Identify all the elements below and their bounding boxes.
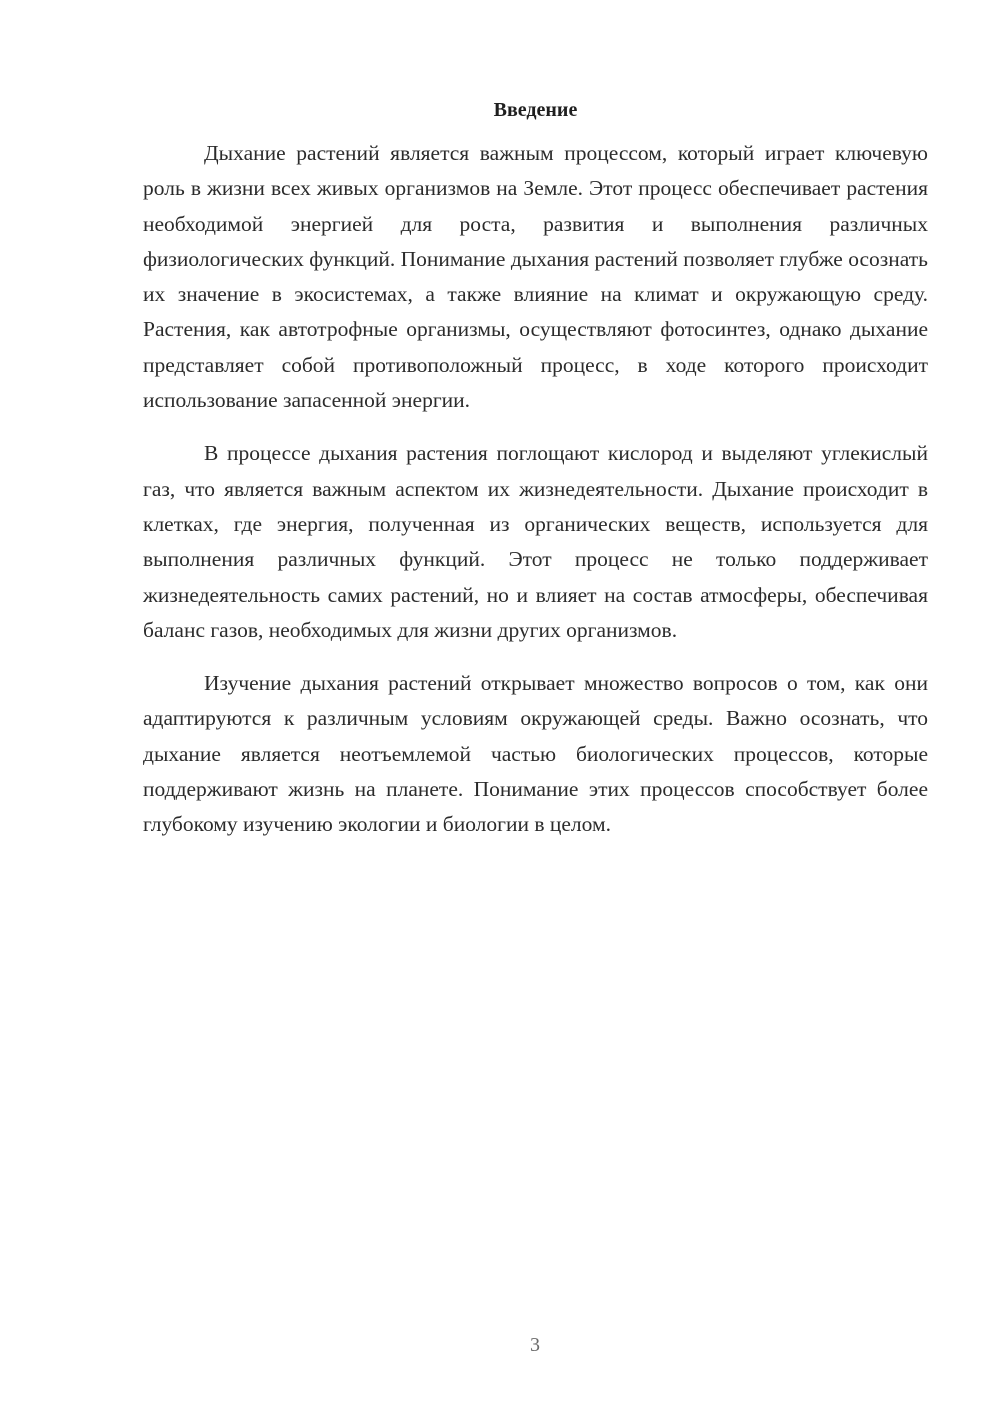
paragraph-3: Изучение дыхания растений открывает множество вопросов о том, как они адаптируются к различным условиям окружающей среды. Важно осознать, что дыхание является неотъемлемой частью биологических процессов, которые поддерживают жизнь на планете. Понимание этих процессов способствует более глубокому изучению экологии и биологии в целом. [143, 671, 928, 837]
page-number: 3 [530, 1334, 540, 1356]
paragraph-1: Дыхание растений является важным процессом, который играет ключевую роль в жизни всех живых организмов на Земле. Этот процесс обеспечивает растения необходимой энергией для роста, развития и выполнения различных физиологических функций. Понимание дыхания растений позволяет глубже осознать их значение в экосистемах, а также влияние на климат и окружающую среду. Растения, как автотрофные организмы, осуществляют фотосинтез, однако дыхание представляет собой противоположный процесс, в ходе которого происходит использование запасенной энергии. [143, 141, 928, 413]
paragraph-2: В процессе дыхания растения поглощают кислород и выделяют углекислый газ, что является важным аспектом их жизнедеятельности. Дыхание происходит в клетках, где энергия, полученная из органических веществ, используется для выполнения различных функций. Этот процесс не только поддерживает жизнедеятельность самих растений, но и влияет на состав атмосферы, обеспечивая баланс газов, необходимых для жизни других организмов. [143, 441, 928, 642]
section-heading: Введение [493, 99, 578, 121]
document-body [143, 96, 928, 861]
